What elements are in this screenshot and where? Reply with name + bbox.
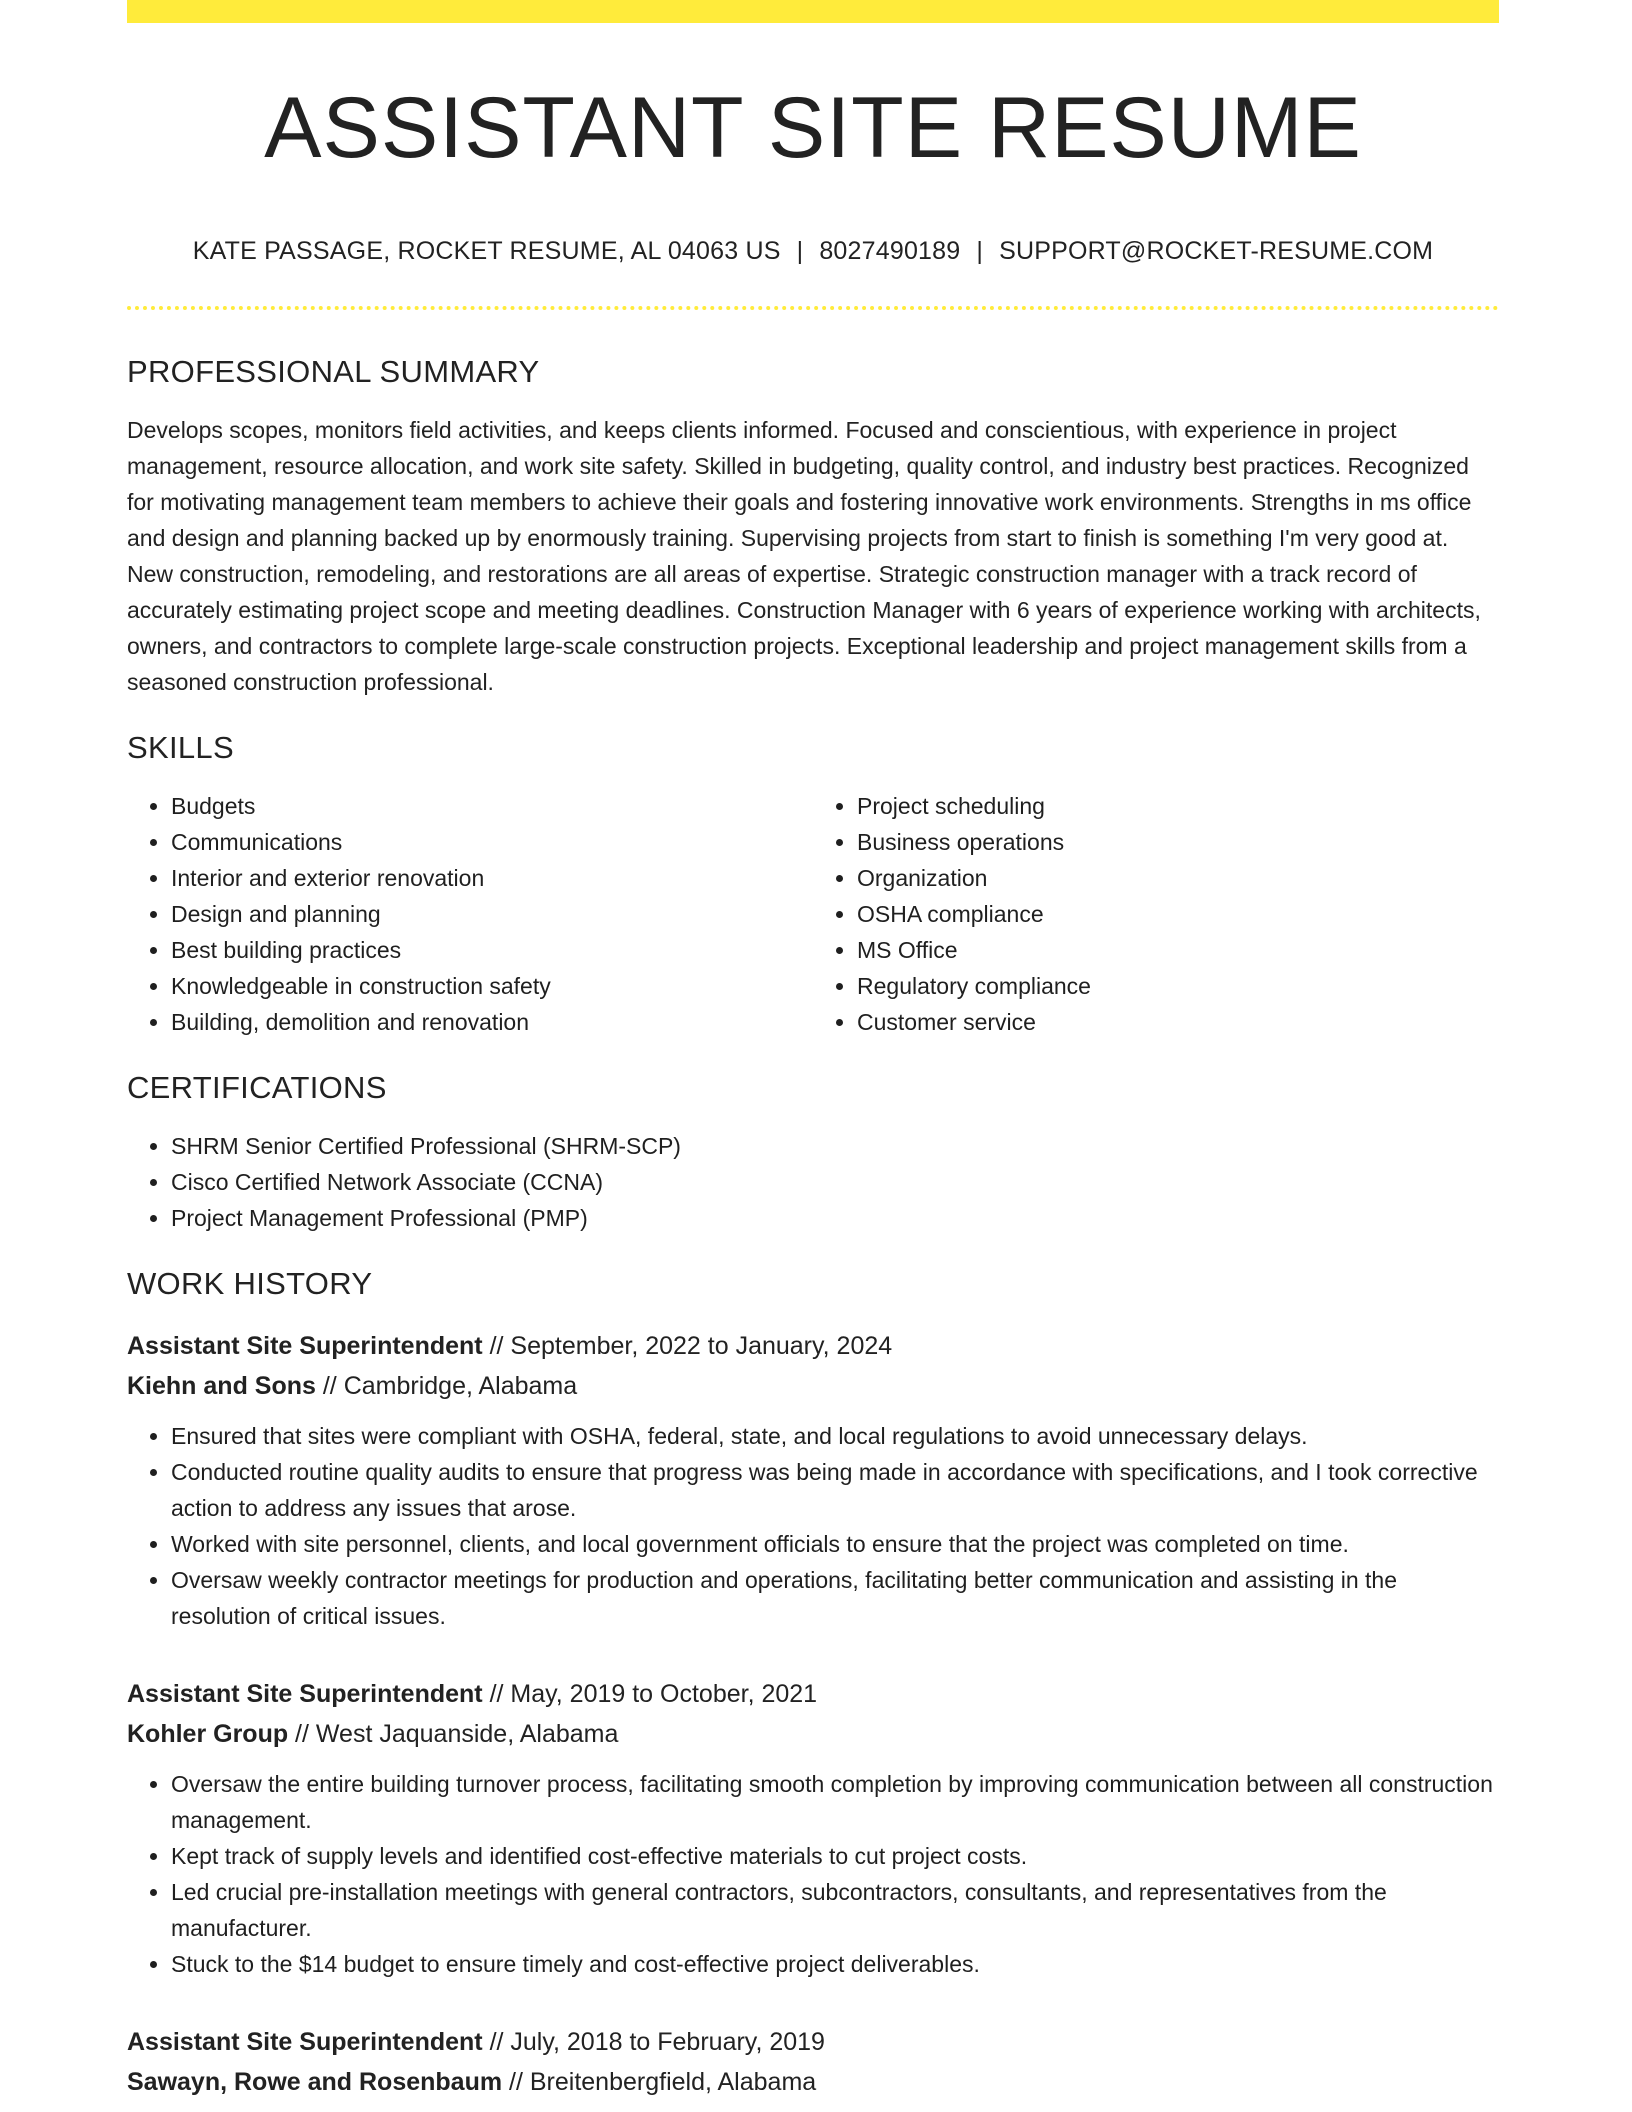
contact-address: KATE PASSAGE, ROCKET RESUME, AL 04063 US	[192, 237, 781, 265]
work-history-section	[127, 1266, 1499, 2102]
dotted-divider	[127, 306, 1499, 310]
job-company: Sawayn, Rowe and Rosenbaum	[127, 2068, 503, 2096]
page-title: ASSISTANT SITE RESUME	[264, 80, 1362, 176]
job-company-line	[127, 1714, 1499, 1754]
skills-left-list	[127, 788, 813, 1040]
job-entry	[127, 2022, 1499, 2102]
job-title-line	[127, 1674, 1499, 1714]
contact-phone: 8027490189	[819, 237, 961, 265]
skill-item: • Budgets	[171, 788, 813, 824]
skill-item: • Customer service	[857, 1004, 1499, 1040]
summary-section	[127, 354, 1499, 700]
job-bullets	[127, 1766, 1499, 1982]
skill-item: • Business operations	[857, 824, 1499, 860]
job-bullets	[127, 1418, 1499, 1634]
skill-item: • Interior and exterior renovation	[171, 860, 813, 896]
resume-page	[127, 0, 1499, 2102]
skill-item: • Knowledgeable in construction safety	[171, 968, 813, 1004]
job-location: // Cambridge, Alabama	[315, 1372, 578, 1400]
certifications-heading: CERTIFICATIONS	[127, 1070, 387, 1105]
skills-section	[127, 730, 1499, 1040]
skills-columns	[127, 788, 1499, 1040]
job-company: Kiehn and Sons	[127, 1372, 316, 1400]
job-location: // West Jaquanside, Alabama	[288, 1720, 619, 1748]
skill-item: • Organization	[857, 860, 1499, 896]
certifications-section	[127, 1070, 1499, 1236]
job-bullet: • Oversaw weekly contractor meetings for production and operations, facilitating better communication and assisting in the resolution of critical issues.	[171, 1562, 1499, 1634]
skill-item: • Design and planning	[171, 896, 813, 932]
skills-right-list	[813, 788, 1499, 1040]
job-title: Assistant Site Superintendent	[127, 2028, 483, 2056]
job-bullet: • Conducted routine quality audits to ensure that progress was being made in accordance with specifications, and I took corrective action to address any issues that arose.	[171, 1454, 1499, 1526]
summary-heading: PROFESSIONAL SUMMARY	[127, 354, 540, 389]
work-history-heading: WORK HISTORY	[127, 1266, 373, 1301]
skill-item: • Best building practices	[171, 932, 813, 968]
job-company-line	[127, 2062, 1499, 2102]
certification-item: • Project Management Professional (PMP)	[171, 1200, 1499, 1236]
skill-item: • Project scheduling	[857, 788, 1499, 824]
job-entry	[127, 1326, 1499, 1634]
top-accent-bar	[127, 0, 1499, 23]
job-company: Kohler Group	[127, 1720, 289, 1748]
skill-item: • MS Office	[857, 932, 1499, 968]
job-title: Assistant Site Superintendent	[127, 1332, 483, 1360]
job-dates: // July, 2018 to February, 2019	[482, 2028, 825, 2056]
job-entry	[127, 1674, 1499, 1982]
job-bullet: • Oversaw the entire building turnover process, facilitating smooth completion by improving communication between all construction management.	[171, 1766, 1499, 1838]
job-location: // Breitenbergfield, Alabama	[502, 2068, 817, 2096]
certification-item: • Cisco Certified Network Associate (CCNA)	[171, 1164, 1499, 1200]
job-dates: // September, 2022 to January, 2024	[482, 1332, 893, 1360]
job-title-line	[127, 2022, 1499, 2062]
job-bullet: • Worked with site personnel, clients, and local government officials to ensure that the project was completed on time.	[171, 1526, 1499, 1562]
job-title: Assistant Site Superintendent	[127, 1680, 483, 1708]
job-bullet: • Led crucial pre-installation meetings with general contractors, subcontractors, consultants, and representatives from the manufacturer.	[171, 1874, 1499, 1946]
skill-item: • Communications	[171, 824, 813, 860]
certification-item: • SHRM Senior Certified Professional (SHRM-SCP)	[171, 1128, 1499, 1164]
job-company-line	[127, 1366, 1499, 1406]
skill-item: • Regulatory compliance	[857, 968, 1499, 1004]
job-dates: // May, 2019 to October, 2021	[482, 1680, 818, 1708]
contact-line	[127, 237, 1499, 266]
skills-heading: SKILLS	[127, 730, 234, 765]
skill-item: • OSHA compliance	[857, 896, 1499, 932]
job-bullet: • Ensured that sites were compliant with OSHA, federal, state, and local regulations to avoid unnecessary delays.	[171, 1418, 1499, 1454]
summary-text: Develops scopes, monitors field activities, and keeps clients informed. Focused and conscientious, with experience in project management, resource allocation, and work site safety. Skilled in budgeting, quality control, and industry best practices. Recognized for motivating management team members to achieve their goals and fostering innovative work environments. Strengths in ms office and design and planning backed up by enormously training. Supervising projects from start to finish is something I'm very good at. New construction, remodeling, and restorations are all areas of expertise. Strategic construction manager with a track record of accurately estimating project scope and meeting deadlines. Construction Manager with 6 years of experience working with architects, owners, and contractors to complete large-scale construction projects. Exceptional leadership and project management skills from a seasoned construction professional.	[127, 417, 1481, 695]
skill-item: • Building, demolition and renovation	[171, 1004, 813, 1040]
certifications-list	[127, 1128, 1499, 1236]
contact-separator: |	[796, 237, 804, 265]
job-title-line	[127, 1326, 1499, 1366]
job-bullet: • Stuck to the $14 budget to ensure timely and cost-effective project deliverables.	[171, 1946, 1499, 1982]
contact-email: SUPPORT@ROCKET-RESUME.COM	[999, 237, 1434, 265]
contact-separator: |	[976, 237, 984, 265]
job-bullet: • Kept track of supply levels and identified cost-effective materials to cut project costs.	[171, 1838, 1499, 1874]
